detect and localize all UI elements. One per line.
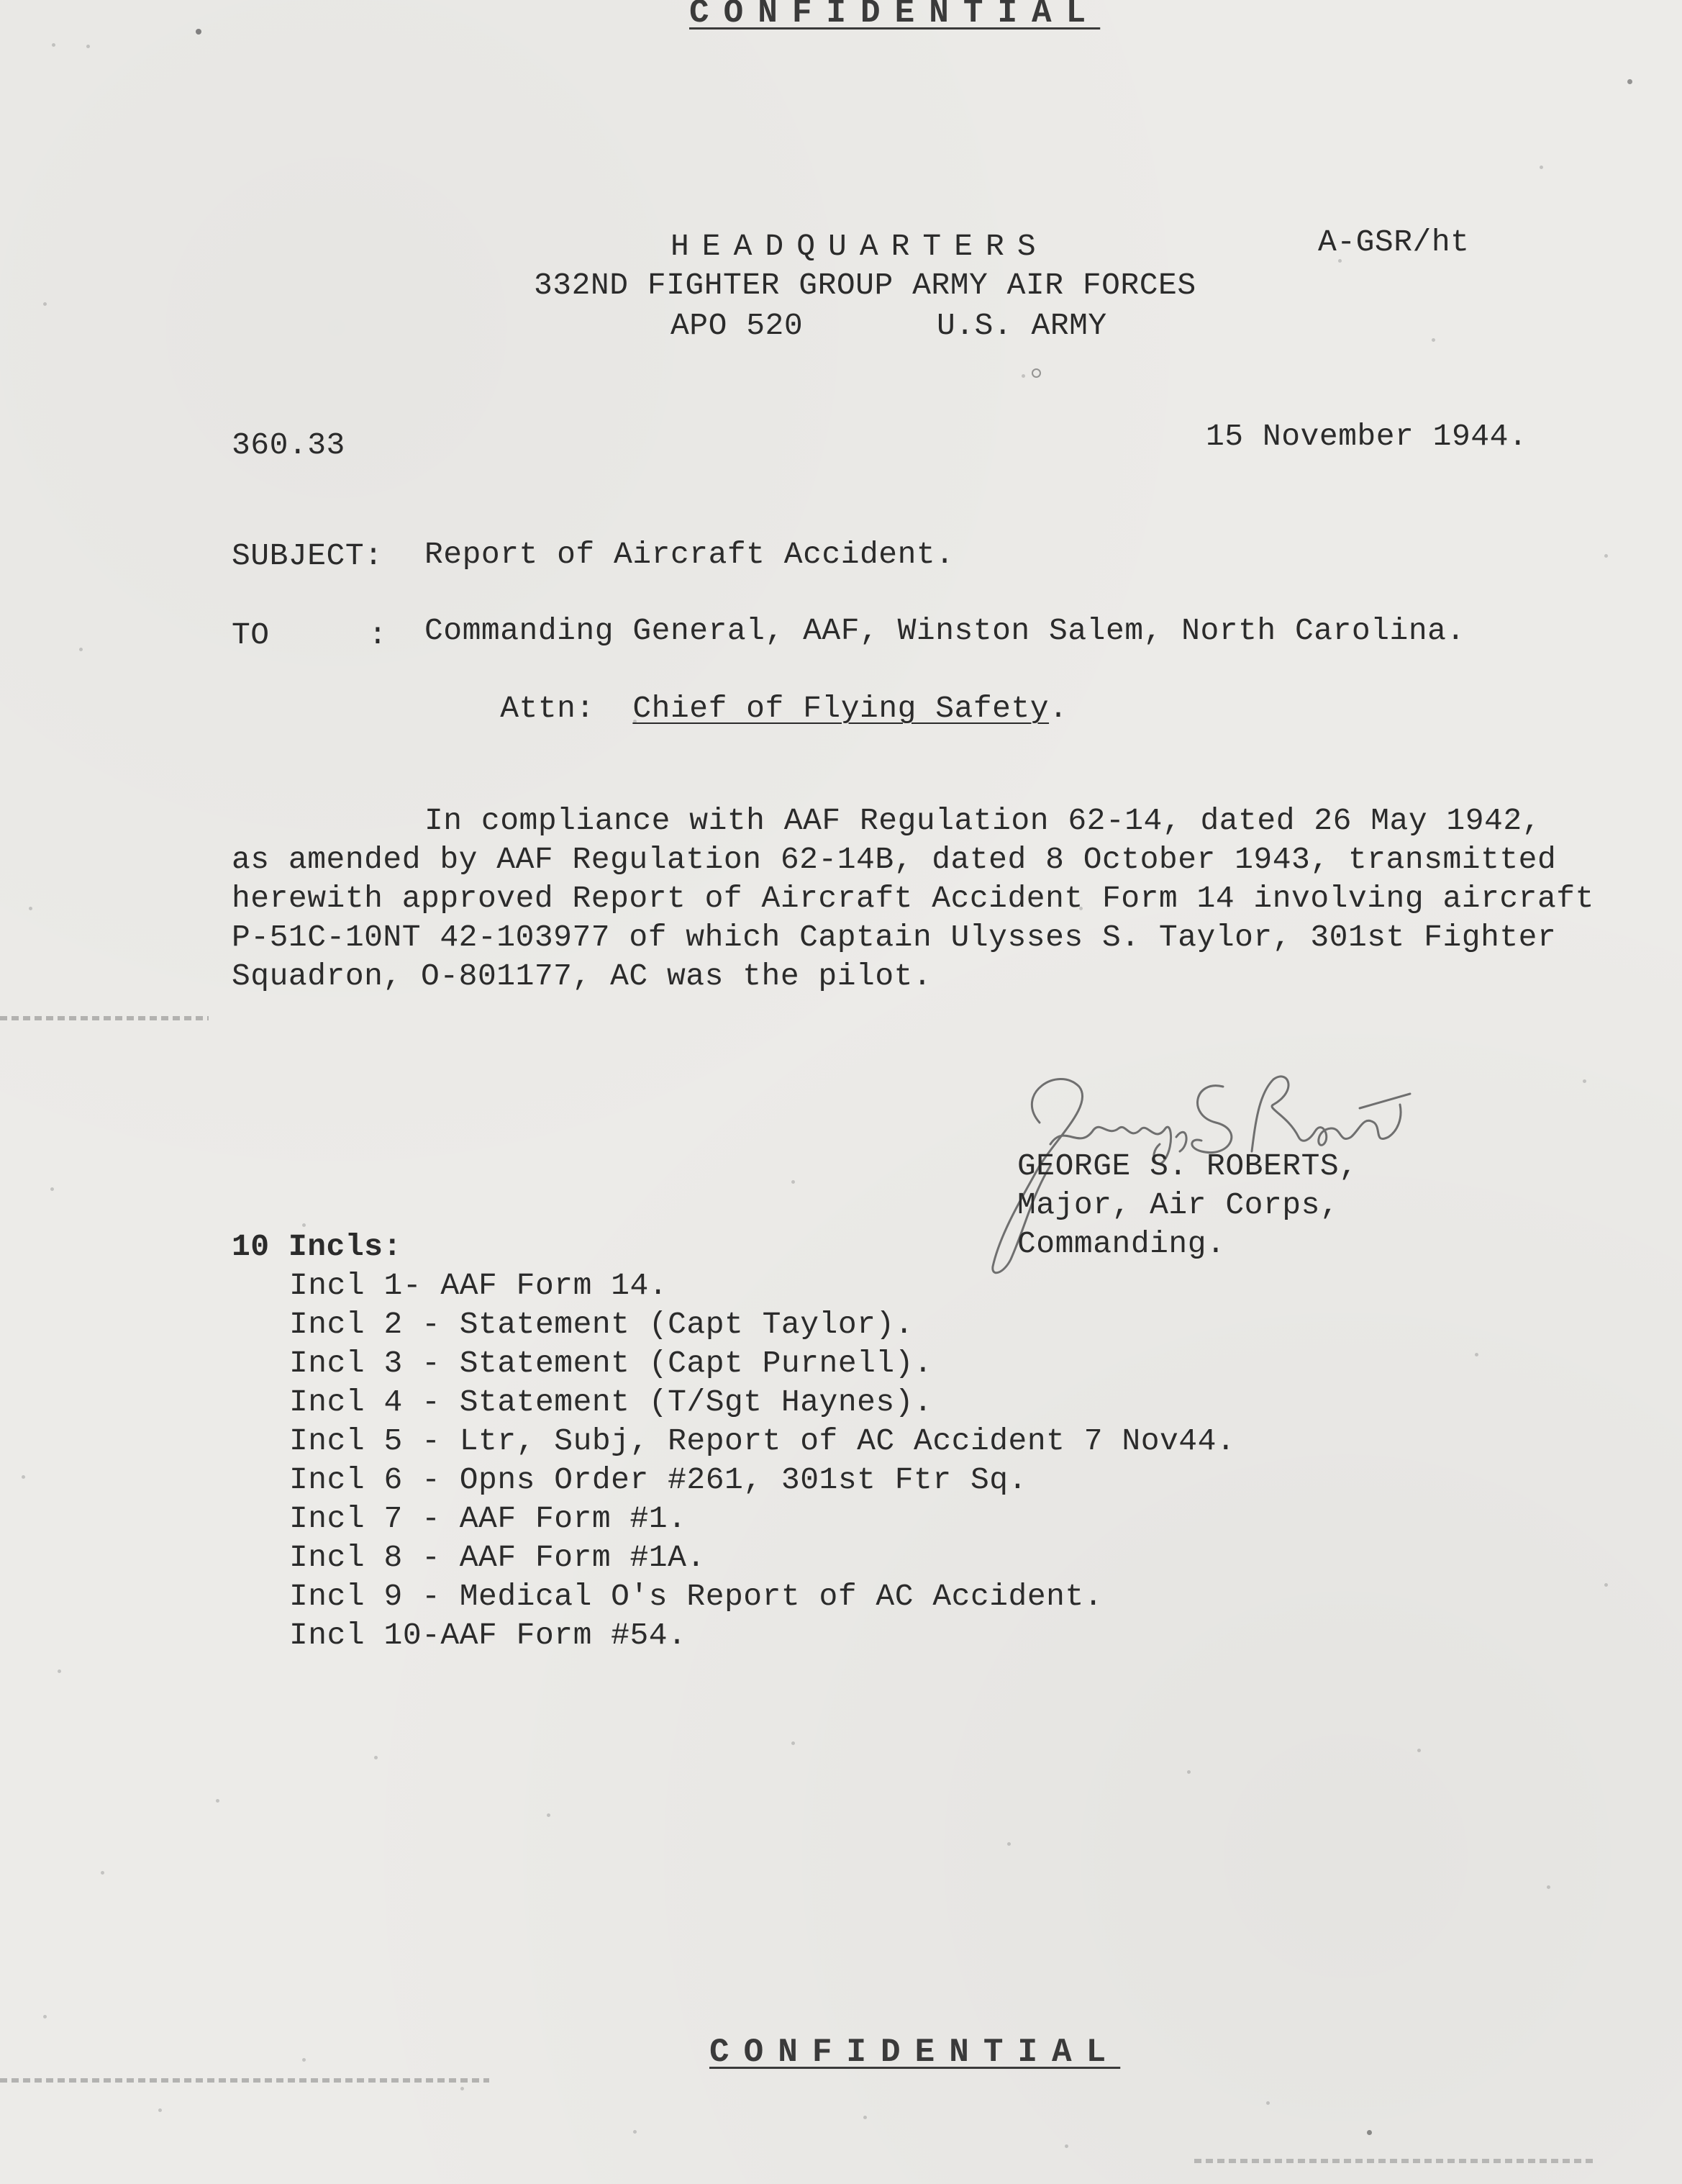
to-label: TO bbox=[232, 617, 270, 653]
confidential-stamp-top: CONFIDENTIAL bbox=[689, 0, 1101, 32]
to-colon: : bbox=[368, 617, 388, 653]
reference-code: A-GSR/ht bbox=[1318, 225, 1470, 260]
enclosures-heading: 10 Incls: bbox=[232, 1229, 402, 1264]
document-date: 15 November 1944. bbox=[1206, 419, 1528, 454]
enclosure-item-6: Incl 6 - Opns Order #261, 301st Ftr Sq. bbox=[289, 1462, 1027, 1497]
enclosure-item-4: Incl 4 - Statement (T/Sgt Haynes). bbox=[289, 1385, 933, 1420]
attention-line bbox=[424, 651, 1068, 767]
apo-number: APO 520 bbox=[670, 308, 804, 343]
enclosure-item-3: Incl 3 - Statement (Capt Purnell). bbox=[289, 1346, 933, 1381]
unit-name: 332ND FIGHTER GROUP ARMY AIR FORCES bbox=[534, 268, 1196, 303]
signer-title: Commanding. bbox=[1017, 1226, 1226, 1261]
signer-name: GEORGE S. ROBERTS, bbox=[1017, 1148, 1358, 1184]
body-line-2: as amended by AAF Regulation 62-14B, dated 8 October 1943, transmitted bbox=[232, 842, 1557, 877]
enclosure-item-10: Incl 10-AAF Form #54. bbox=[289, 1618, 687, 1653]
enclosure-item-9: Incl 9 - Medical O's Report of AC Accident. bbox=[289, 1579, 1104, 1614]
enclosure-item-1: Incl 1- AAF Form 14. bbox=[289, 1268, 668, 1303]
enclosure-item-2: Incl 2 - Statement (Capt Taylor). bbox=[289, 1307, 914, 1342]
enclosure-item-5: Incl 5 - Ltr, Subj, Report of AC Accident 7 Nov44. bbox=[289, 1423, 1236, 1459]
confidential-stamp-bottom: CONFIDENTIAL bbox=[709, 2034, 1121, 2071]
enclosure-item-8: Incl 8 - AAF Form #1A. bbox=[289, 1540, 706, 1575]
subject-value: Report of Aircraft Accident. bbox=[424, 537, 955, 572]
bottom-edge-mark bbox=[0, 2078, 489, 2083]
attention-value: Chief of Flying Safety bbox=[632, 691, 1050, 726]
attention-label: Attn: bbox=[500, 691, 595, 726]
subject-label: SUBJECT: bbox=[232, 538, 383, 574]
body-line-4: P-51C-10NT 42-103977 of which Captain Ulysses S. Taylor, 301st Fighter bbox=[232, 920, 1557, 955]
to-value: Commanding General, AAF, Winston Salem, North Carolina. bbox=[424, 613, 1465, 648]
body-line-3: herewith approved Report of Aircraft Accident Form 14 involving aircraft bbox=[232, 881, 1594, 916]
bottom-right-edge-mark bbox=[1194, 2159, 1597, 2163]
body-line-1: In compliance with AAF Regulation 62-14, dated 26 May 1942, bbox=[424, 803, 1541, 838]
enclosure-item-7: Incl 7 - AAF Form #1. bbox=[289, 1501, 687, 1536]
body-line-5: Squadron, O-801177, AC was the pilot. bbox=[232, 959, 932, 994]
signer-rank: Major, Air Corps, bbox=[1017, 1187, 1340, 1223]
file-number: 360.33 bbox=[232, 427, 345, 463]
attention-period: . bbox=[1049, 691, 1068, 726]
left-edge-mark bbox=[0, 1016, 209, 1020]
headquarters-heading: HEADQUARTERS bbox=[670, 229, 1049, 264]
army-label: U.S. ARMY bbox=[937, 308, 1107, 343]
